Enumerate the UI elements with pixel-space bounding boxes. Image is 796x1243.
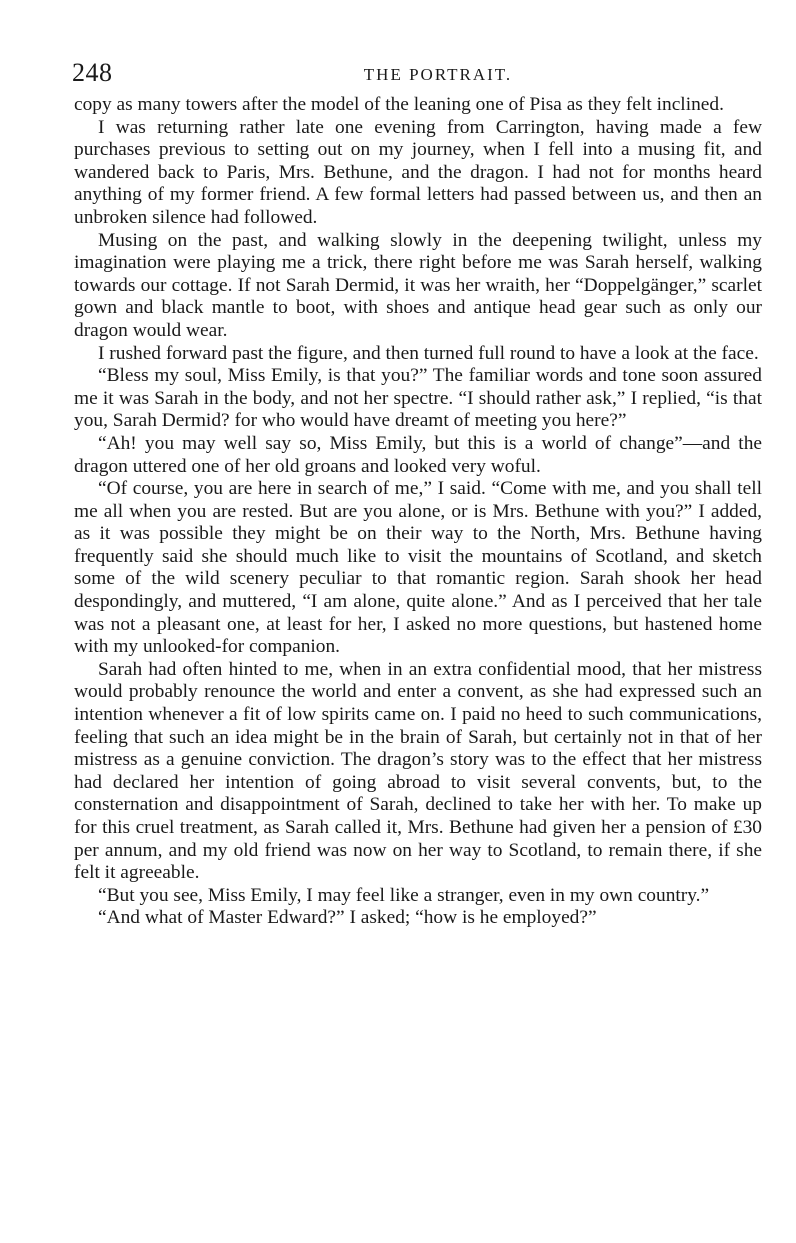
paragraph: copy as many towers after the model of the leaning one of Pisa as they felt inclined. <box>74 94 724 115</box>
page-number: 248 <box>72 58 113 87</box>
paragraph: I was returning rather late one evening from Carrington, having made a few purchases previous to setting out on my journey, when I fell into a musing fit, and wandered back to Paris, Mrs. Bethune, and the dragon. I had not for months heard anything of my former friend. A few formal letters had passed between us, and then an unbroken silence had followed. <box>74 116 762 228</box>
book-page <box>74 60 762 930</box>
running-head <box>74 60 762 94</box>
paragraph: “Bless my soul, Miss Emily, is that you?” The familiar words and tone soon assured me it was Sarah in the body, and not her spectre. “I should rather ask,” I replied, “is that you, Sarah Dermid? for who would have dreamt of meeting you here?” <box>74 365 762 432</box>
paragraph: Musing on the past, and walking slowly in the deepening twilight, unless my imagination were playing me a trick, there right before me was Sarah herself, walking towards our cottage. If not Sarah Dermid, it was her wraith, her “Doppelgänger,” scarlet gown and black mantle to boot, with shoes and antique head gear such as only our dragon would wear. <box>74 229 762 341</box>
paragraph: “Ah! you may well say so, Miss Emily, but this is a world of change”—and the dragon uttered one of her old groans and looked very woful. <box>74 432 762 477</box>
paragraph: “But you see, Miss Emily, I may feel like a stranger, even in my own country.” <box>98 884 710 906</box>
body-text <box>74 94 762 930</box>
running-title: THE PORTRAIT. <box>363 65 513 84</box>
paragraph: Sarah had often hinted to me, when in an extra confidential mood, that her mistress would probably renounce the world and enter a convent, as she had expressed such an intention whenever a fit of low spirits came on. I paid no heed to such communications, feeling that such an idea might be in the brain of Sarah, but certainly not in that of her mistress as a genuine conviction. The dragon’s story was to the effect that her mistress had declared her intention of going abroad to visit several convents, but, to the consternation and disappointment of Sarah, declined to take her with her. To make up for this cruel treatment, as Sarah called it, Mrs. Bethune had given her a pension of £30 per annum, and my old friend was now on her way to Scotland, to remain there, if she felt it agreeable. <box>74 658 762 884</box>
paragraph: “And what of Master Edward?” I asked; “how is he employed?” <box>98 907 597 929</box>
paragraph: I rushed forward past the figure, and then turned full round to have a look at the face. <box>98 342 759 364</box>
paragraph: “Of course, you are here in search of me,” I said. “Come with me, and you shall tell me all when you are rested. But are you alone, or is Mrs. Bethune with you?” I added, as it was possible they might be on their way to the North, Mrs. Bethune having frequently said she should much like to visit the mountains of Scotland, and sketch some of the wild scenery peculiar to that romantic region. Sarah shook her head despondingly, and muttered, “I am alone, quite alone.” And as I perceived that her tale was not a pleasant one, at least for her, I asked no more questions, but hastened home with my unlooked-for companion. <box>74 478 762 658</box>
